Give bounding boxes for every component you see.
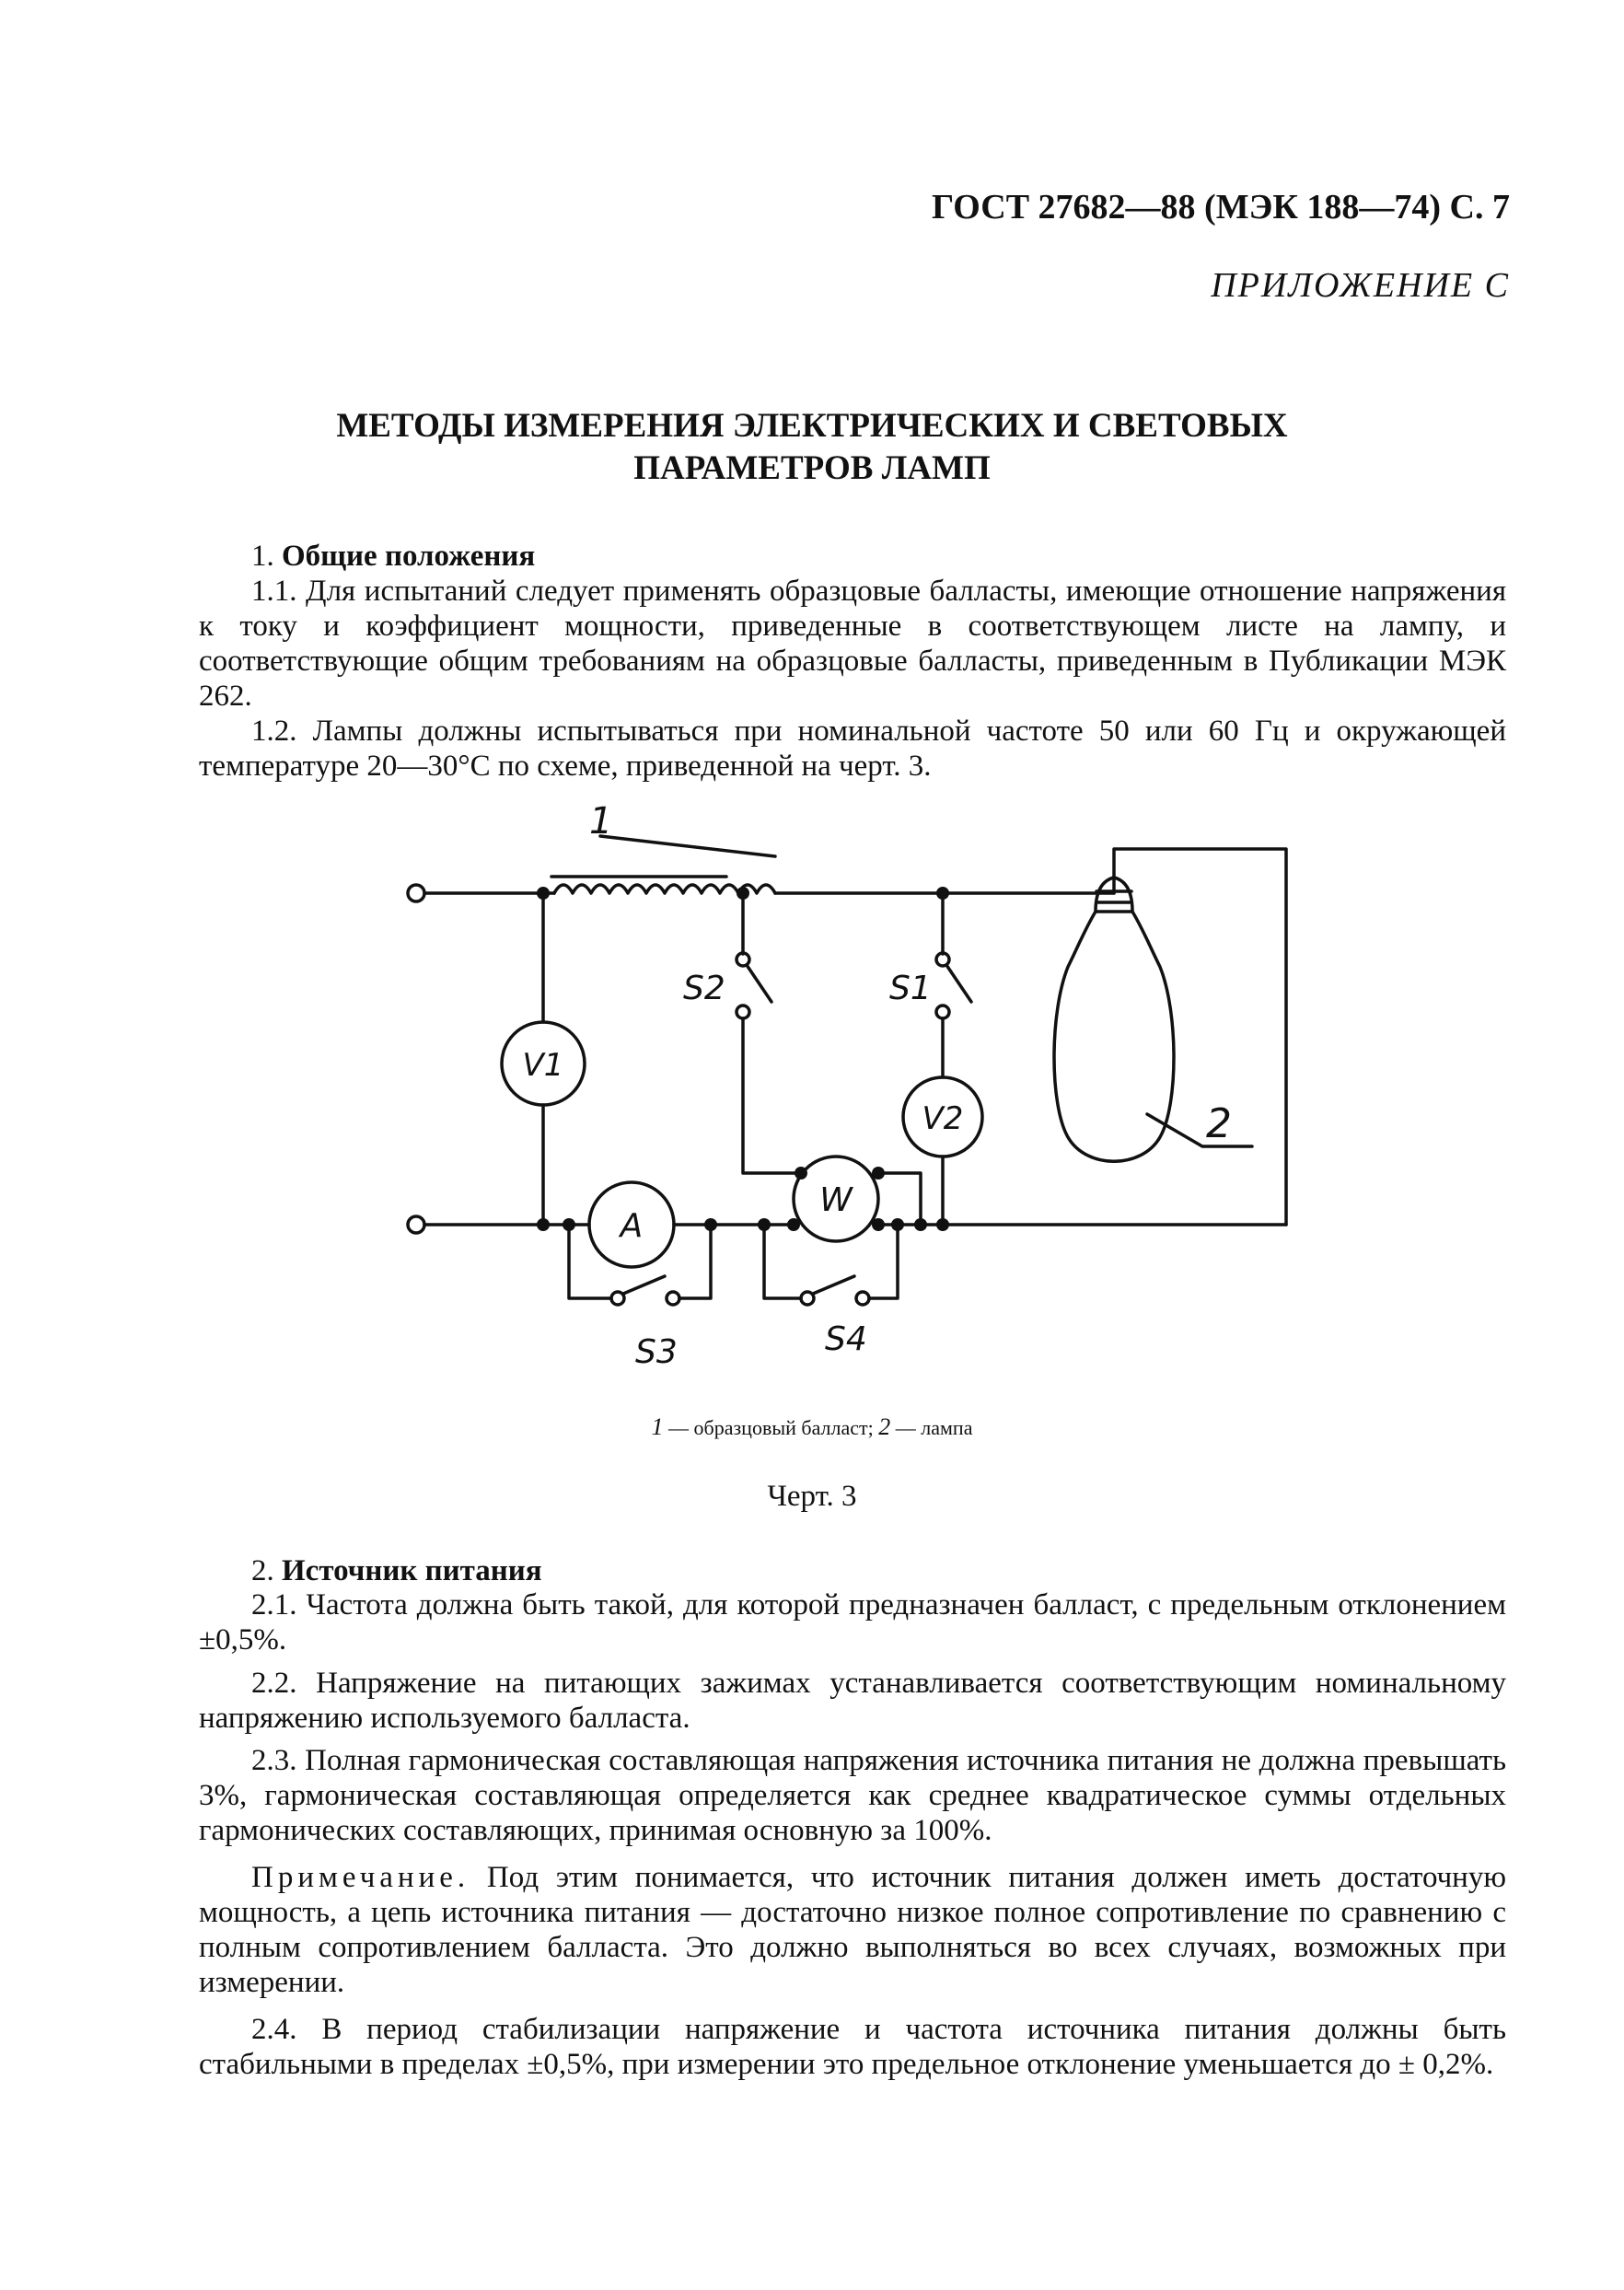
label-s2: S2 bbox=[683, 970, 725, 1007]
s3-contact-right bbox=[667, 1292, 679, 1305]
input-terminal-bottom bbox=[408, 1216, 424, 1233]
appendix-label: ПРИЛОЖЕНИЕ С bbox=[1211, 266, 1510, 305]
caption-text-2: — лампа bbox=[890, 1416, 973, 1439]
paragraph-2-2: 2.2. Напряжение на питающих зажимах устанавливается соответствующим номинальному напряжению используемого балласта. bbox=[199, 1667, 1506, 1735]
s1-blade bbox=[946, 965, 971, 1002]
label-wattmeter: W bbox=[819, 1181, 853, 1219]
s4-bypass-right bbox=[869, 1225, 898, 1298]
label-v2: V2 bbox=[922, 1100, 964, 1137]
junction-dot bbox=[563, 1218, 575, 1231]
junction-dot bbox=[891, 1218, 904, 1231]
s4-contact-right bbox=[856, 1292, 869, 1305]
label-ammeter: A bbox=[620, 1207, 644, 1245]
note-text: Под этим понимается, что источник питания должен иметь достаточную мощность, а цепь источника питания — достаточно низкое полное сопротивление по сравнению с полным сопротивлением балласта. Это должно выполняться во всех случаях, возможных при измерении. bbox=[199, 1861, 1506, 1999]
paragraph-2-3: 2.3. Полная гармоническая составляющая напряжения источника питания не должна превышать 3%, гармоническая составляющая определяется как среднее квадратическое суммы отдельных гармонических составляющих, принимая основную за 100%. bbox=[199, 1744, 1506, 1847]
paragraph-2-4: 2.4. В период стабилизации напряжение и частота источника питания должны быть стабильными в пределах ±0,5%, при измерении это предельное отклонение уменьшается до ± 0,2%. bbox=[199, 2013, 1506, 2081]
section-1-title: Общие положения bbox=[282, 540, 536, 573]
ballast-leader bbox=[600, 836, 775, 856]
caption-number-2: 2 bbox=[878, 1413, 891, 1440]
figure-caption bbox=[0, 1413, 1624, 1441]
title-line-1: МЕТОДЫ ИЗМЕРЕНИЯ ЭЛЕКТРИЧЕСКИХ И СВЕТОВЫХ bbox=[336, 407, 1288, 445]
junction-dot bbox=[787, 1218, 800, 1231]
paragraph-1-1: 1.1. Для испытаний следует применять образцовые балласты, имеющие отношение напряжения к току и коэффициент мощности, приведенные в соответствующем листе на лампу, и соответствующие общим требованиям на образцовые балласты, приведенным в Публикации МЭК 262. bbox=[199, 575, 1506, 713]
document-code: ГОСТ 27682—88 (МЭК 188—74) С. 7 bbox=[932, 188, 1510, 227]
label-s1: S1 bbox=[889, 970, 932, 1007]
junction-dot bbox=[936, 1218, 949, 1231]
label-lamp-number: 2 bbox=[1206, 1100, 1232, 1147]
section-2-title: Источник питания bbox=[282, 1554, 542, 1587]
s3-bypass-right bbox=[679, 1225, 711, 1298]
note-paragraph bbox=[199, 1860, 1506, 2000]
wattmeter-voltage-link bbox=[878, 1173, 921, 1225]
caption-number-1: 1 bbox=[651, 1413, 664, 1440]
s4-blade bbox=[813, 1276, 854, 1294]
junction-dot bbox=[704, 1218, 717, 1231]
junction-dot bbox=[936, 887, 949, 900]
junction-dot bbox=[537, 887, 550, 900]
junction-dot bbox=[795, 1167, 807, 1180]
paragraph-2-1: 2.1. Частота должна быть такой, для которой предназначен балласт, с предельным отклонением ±0,5%. bbox=[199, 1588, 1506, 1656]
title-line-2: ПАРАМЕТРОВ ЛАМП bbox=[633, 449, 991, 487]
paragraph-1-2: 1.2. Лампы должны испытываться при номинальной частоте 50 или 60 Гц и окружающей температуре 20—30°С по схеме, приведенной на черт. 3. bbox=[199, 715, 1506, 783]
section-2-heading bbox=[251, 1554, 542, 1588]
lamp-bulb bbox=[1054, 912, 1174, 1161]
s2-wire-to-wattmeter bbox=[743, 1018, 801, 1173]
junction-dot bbox=[537, 1218, 550, 1231]
s4-bypass-left bbox=[764, 1225, 801, 1298]
s2-blade bbox=[747, 965, 771, 1002]
note-label: Примечание. bbox=[251, 1861, 470, 1894]
junction-dot bbox=[872, 1167, 885, 1180]
label-ballast-number: 1 bbox=[589, 800, 613, 843]
lamp-return-wire bbox=[1114, 849, 1286, 1225]
caption-text-1: — образцовый балласт; bbox=[663, 1416, 879, 1439]
junction-dot bbox=[737, 887, 749, 900]
s3-blade bbox=[623, 1276, 665, 1294]
label-s3: S3 bbox=[635, 1333, 678, 1371]
s2-contact-bottom bbox=[737, 1006, 749, 1018]
input-terminal-top bbox=[408, 885, 424, 901]
label-v1: V1 bbox=[522, 1047, 564, 1084]
junction-dot bbox=[914, 1218, 927, 1231]
section-1-number: 1. bbox=[251, 540, 274, 573]
label-s4: S4 bbox=[825, 1320, 867, 1358]
junction-dot bbox=[758, 1218, 771, 1231]
section-2-number: 2. bbox=[251, 1554, 274, 1587]
s1-contact-bottom bbox=[936, 1006, 949, 1018]
junction-dot bbox=[872, 1218, 885, 1231]
figure-label: Черт. 3 bbox=[767, 1480, 857, 1513]
